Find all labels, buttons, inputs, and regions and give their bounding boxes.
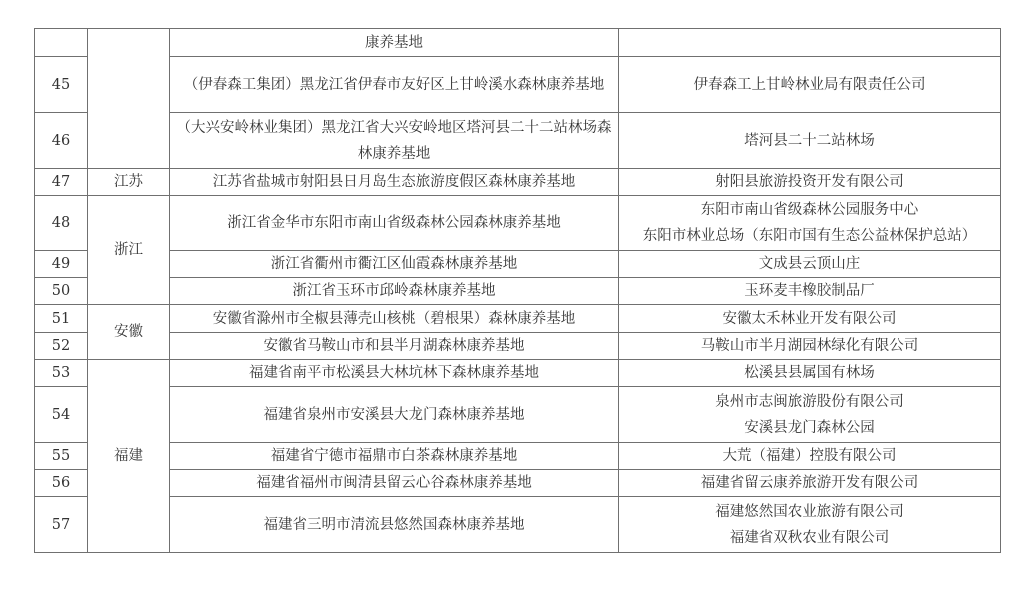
table-row bbox=[35, 169, 1001, 196]
base-name-cell: 安徽省马鞍山市和县半月湖森林康养基地 bbox=[170, 333, 619, 360]
unit-line: 伊春森工上甘岭林业局有限责任公司 bbox=[693, 76, 926, 93]
base-name-cell: 福建省三明市清流县悠然国森林康养基地 bbox=[170, 497, 619, 553]
operating-unit-cell bbox=[619, 169, 1001, 196]
base-name-cell: 福建省福州市闽清县留云心谷森林康养基地 bbox=[170, 470, 619, 497]
unit-line: 玉环麦丰橡胶制品厂 bbox=[744, 283, 875, 299]
base-name-cell: 福建省宁德市福鼎市白茶森林康养基地 bbox=[170, 443, 619, 470]
base-name-cell: 安徽省滁州市全椒县薄壳山核桃（碧根果）森林康养基地 bbox=[170, 305, 619, 333]
operating-unit-cell bbox=[619, 57, 1001, 113]
province-cell: 福建 bbox=[88, 360, 170, 553]
province-cell-continued bbox=[88, 29, 170, 169]
num-cell: 54 bbox=[35, 387, 88, 443]
operating-unit-cell bbox=[619, 333, 1001, 360]
unit-line: 东阳市林业总场（东阳市国有生态公益林保护总站） bbox=[642, 228, 977, 244]
table-row bbox=[35, 196, 1001, 251]
operating-unit-cell bbox=[619, 278, 1001, 305]
table-row bbox=[35, 333, 1001, 360]
num-cell bbox=[35, 29, 88, 57]
unit-line: 文成县云顶山庄 bbox=[758, 256, 861, 272]
table-row bbox=[35, 443, 1001, 470]
table-row bbox=[35, 113, 1001, 169]
table-row bbox=[35, 305, 1001, 333]
base-name-cell: 康养基地 bbox=[170, 29, 619, 57]
province-cell: 安徽 bbox=[88, 305, 170, 360]
forest-wellness-base-table bbox=[34, 28, 1001, 553]
base-name-cell: 浙江省衢州市衢江区仙霞森林康养基地 bbox=[170, 251, 619, 278]
table-row bbox=[35, 387, 1001, 443]
unit-line: 马鞍山市半月湖园林绿化有限公司 bbox=[700, 338, 919, 354]
num-cell: 55 bbox=[35, 443, 88, 470]
base-name-cell: 浙江省金华市东阳市南山省级森林公园森林康养基地 bbox=[170, 196, 619, 251]
table-row bbox=[35, 497, 1001, 553]
unit-line: 塔河县二十二站林场 bbox=[744, 132, 875, 149]
operating-unit-cell bbox=[619, 29, 1001, 57]
num-cell: 56 bbox=[35, 470, 88, 497]
province-cell: 江苏 bbox=[88, 169, 170, 196]
unit-line: 安溪县龙门森林公园 bbox=[744, 419, 875, 436]
unit-line: 福建悠然国农业旅游有限公司 bbox=[715, 503, 904, 520]
operating-unit-cell bbox=[619, 443, 1001, 470]
unit-line: 福建省留云康养旅游开发有限公司 bbox=[700, 475, 919, 491]
table-row bbox=[35, 360, 1001, 387]
table-row bbox=[35, 251, 1001, 278]
unit-line: 福建省双秋农业有限公司 bbox=[729, 529, 890, 546]
table-row bbox=[35, 57, 1001, 113]
table-row bbox=[35, 470, 1001, 497]
unit-line: 东阳市南山省级森林公园服务中心 bbox=[700, 202, 919, 218]
num-cell: 57 bbox=[35, 497, 88, 553]
num-cell: 48 bbox=[35, 196, 88, 251]
num-cell: 45 bbox=[35, 57, 88, 113]
num-cell: 49 bbox=[35, 251, 88, 278]
num-cell: 47 bbox=[35, 169, 88, 196]
operating-unit-cell bbox=[619, 387, 1001, 443]
num-cell: 46 bbox=[35, 113, 88, 169]
operating-unit-cell bbox=[619, 251, 1001, 278]
operating-unit-cell bbox=[619, 470, 1001, 497]
unit-line: 泉州市志闽旅游股份有限公司 bbox=[715, 393, 904, 410]
base-name-cell: 福建省泉州市安溪县大龙门森林康养基地 bbox=[170, 387, 619, 443]
num-cell: 50 bbox=[35, 278, 88, 305]
num-cell: 52 bbox=[35, 333, 88, 360]
base-name-cell: 浙江省玉环市邱岭森林康养基地 bbox=[170, 278, 619, 305]
unit-line: 射阳县旅游投资开发有限公司 bbox=[715, 174, 904, 190]
num-cell: 51 bbox=[35, 305, 88, 333]
unit-line: 大荒（福建）控股有限公司 bbox=[722, 448, 897, 464]
table-row bbox=[35, 278, 1001, 305]
operating-unit-cell bbox=[619, 196, 1001, 251]
unit-line: 松溪县县属国有林场 bbox=[744, 365, 875, 381]
base-name-cell: （大兴安岭林业集团）黑龙江省大兴安岭地区塔河县二十二站林场森林康养基地 bbox=[170, 113, 619, 169]
operating-unit-cell bbox=[619, 497, 1001, 553]
unit-line: 安徽太禾林业开发有限公司 bbox=[722, 310, 897, 327]
base-name-cell: （伊春森工集团）黑龙江省伊春市友好区上甘岭溪水森林康养基地 bbox=[170, 57, 619, 113]
num-cell: 53 bbox=[35, 360, 88, 387]
operating-unit-cell bbox=[619, 305, 1001, 333]
operating-unit-cell bbox=[619, 360, 1001, 387]
base-name-cell: 江苏省盐城市射阳县日月岛生态旅游度假区森林康养基地 bbox=[170, 169, 619, 196]
base-name-cell: 福建省南平市松溪县大林坑林下森林康养基地 bbox=[170, 360, 619, 387]
operating-unit-cell bbox=[619, 113, 1001, 169]
table-row-continued bbox=[35, 29, 1001, 57]
province-cell: 浙江 bbox=[88, 196, 170, 305]
